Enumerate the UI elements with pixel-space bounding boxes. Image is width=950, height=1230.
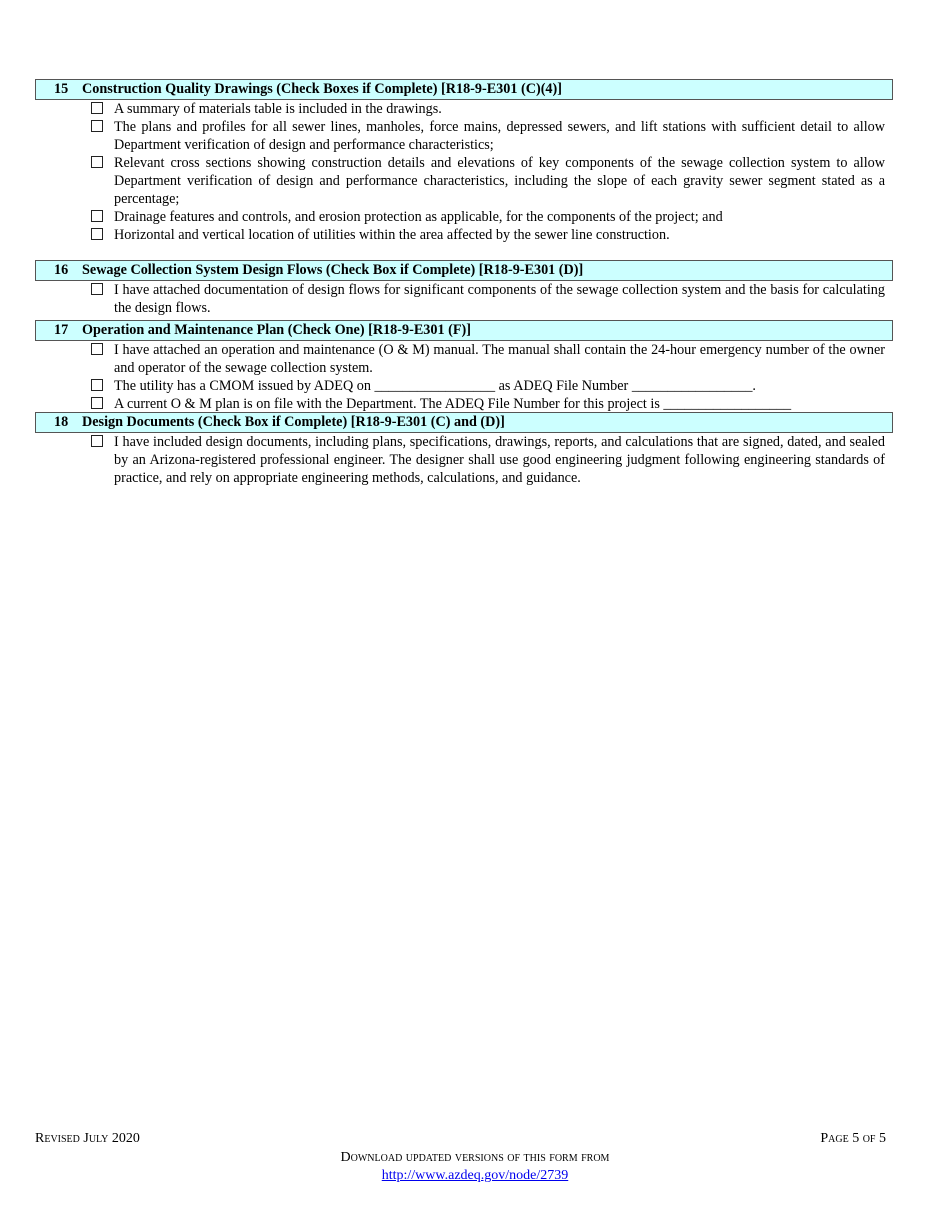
checklist-item	[35, 341, 893, 377]
item-text: The utility has a CMOM issued by ADEQ on _________________ as ADEQ File Number _________________.	[114, 378, 756, 394]
checklist-item	[35, 226, 893, 244]
item-text: Drainage features and controls, and erosion protection as applicable, for the components of the project; and	[114, 209, 723, 225]
item-text: The plans and profiles for all sewer lines, manholes, force mains, depressed sewers, and lift stations with sufficient detail to allow Department verification of design and performance characteristics;	[114, 119, 885, 153]
checklist-item	[35, 100, 893, 118]
item-text: A summary of materials table is included in the drawings.	[114, 101, 442, 117]
section-title: Construction Quality Drawings (Check Boxes if Complete) [R18-9-E301 (C)(4)]	[82, 81, 562, 97]
section-number: 18	[54, 414, 69, 430]
checklist-item	[35, 281, 893, 317]
section-15	[35, 79, 893, 244]
item-text: A current O & M plan is on file with the Department. The ADEQ File Number for this project is __________________	[114, 396, 792, 412]
checkbox[interactable]	[91, 397, 103, 409]
section-header	[35, 260, 893, 281]
section-number: 16	[54, 262, 69, 278]
revised-date: Revised July 2020	[35, 1131, 140, 1146]
section-number: 15	[54, 81, 69, 97]
item-text: I have included design documents, including plans, specifications, drawings, reports, and calculations that are signed, dated, and sealed by an Arizona-registered professional engineer. The designer shall use good engineering judgment following engineering standards of practice, and rely on appropriate engineering methods, calculations, and guidance.	[114, 434, 885, 486]
checkbox[interactable]	[91, 156, 103, 168]
section-header	[35, 320, 893, 341]
checklist-item	[35, 433, 893, 487]
checkbox[interactable]	[91, 379, 103, 391]
checkbox[interactable]	[91, 435, 103, 447]
item-text: Relevant cross sections showing construction details and elevations of key components of the sewage collection system to allow Department verification of design and performance characteristics, including the slope of each gravity sewer segment stated as a percentage;	[114, 155, 885, 207]
checkbox[interactable]	[91, 210, 103, 222]
section-title: Design Documents (Check Box if Complete) [R18-9-E301 (C) and (D)]	[82, 414, 505, 430]
checklist-item	[35, 395, 893, 413]
section-number: 17	[54, 322, 69, 338]
section-18	[35, 412, 893, 487]
item-text: Horizontal and vertical location of utilities within the area affected by the sewer line construction.	[114, 227, 670, 243]
checkbox[interactable]	[91, 102, 103, 114]
checklist-item	[35, 377, 893, 395]
checkbox[interactable]	[91, 228, 103, 240]
section-17	[35, 320, 893, 413]
section-header	[35, 79, 893, 100]
item-text: I have attached documentation of design flows for significant components of the sewage collection system and the basis for calculating the design flows.	[114, 282, 885, 316]
section-header	[35, 412, 893, 433]
section-title: Sewage Collection System Design Flows (Check Box if Complete) [R18-9-E301 (D)]	[82, 262, 584, 278]
checkbox[interactable]	[91, 283, 103, 295]
checklist-item	[35, 208, 893, 226]
download-link[interactable]: http://www.azdeq.gov/node/2739	[381, 1168, 569, 1183]
checklist-item	[35, 154, 893, 208]
checkbox[interactable]	[91, 120, 103, 132]
section-title: Operation and Maintenance Plan (Check One) [R18-9-E301 (F)]	[82, 322, 471, 338]
checkbox[interactable]	[91, 343, 103, 355]
item-text: I have attached an operation and maintenance (O & M) manual. The manual shall contain the 24-hour emergency number of the owner and operator of the sewage collection system.	[114, 342, 885, 376]
download-note: Download updated versions of this form from	[340, 1150, 610, 1165]
page-number: Page 5 of 5	[820, 1131, 886, 1146]
section-16	[35, 260, 893, 317]
checklist-item	[35, 118, 893, 154]
